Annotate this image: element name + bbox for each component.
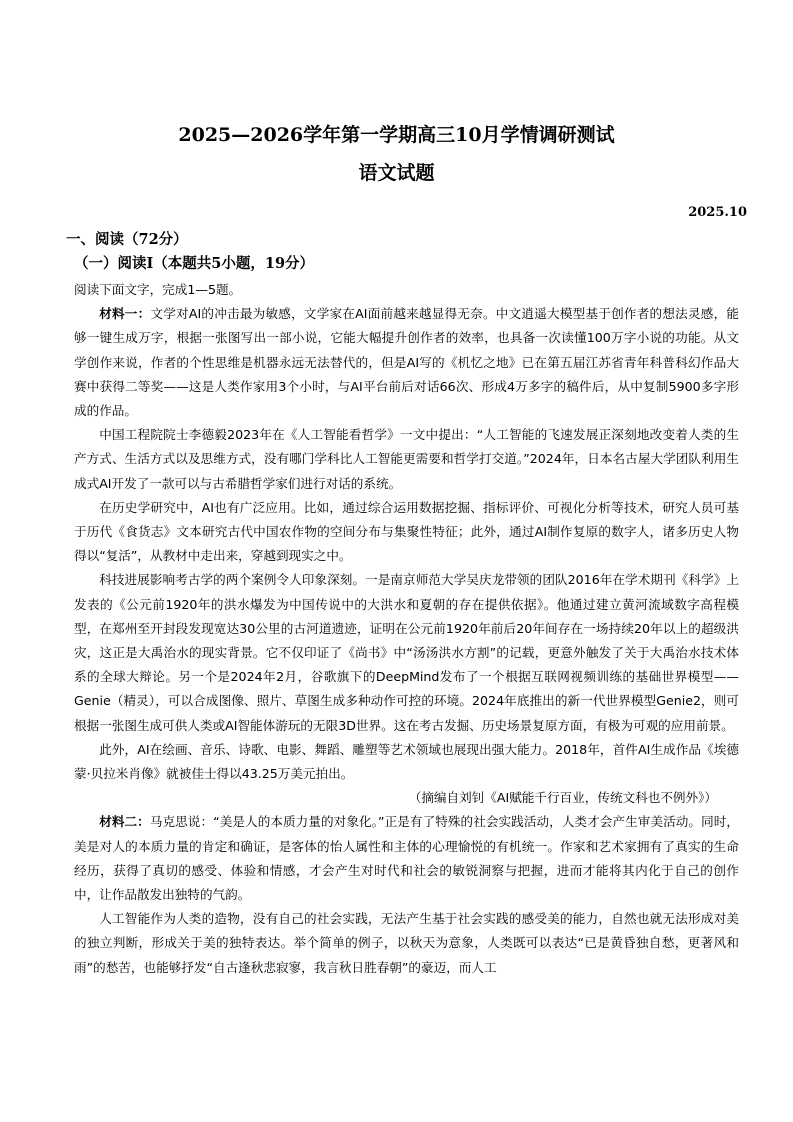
material1-paragraph-2: 中国工程院院士李德毅2023年在《人工智能看哲学》一文中提出：“人工智能的飞速发展正深刻地改变着人类的生产方式、生活方式以及思维方式，没有哪门学科比人工智能更需要和哲学打交道。”2024年，日本名古屋大学团队利用生成式AI开发了一款可以与古希腊哲学家们进行对话的系统。 bbox=[74, 427, 739, 491]
material1-paragraph-4: 科技进展影响考古学的两个案例令人印象深刻。一是南京师范大学吴庆龙带领的团队2016年在学术期刊《科学》上发表的《公元前1920年的洪水爆发为中国传说中的大洪水和夏朝的存在提供依据》。他通过建立黄河流域数字高程模型，在郑州至开封段发现宽达30公里的古河道遗迹，证明在公元前1920年前后20年间存在一场持续20年以上的超级洪灾，这正是大禹治水的现实背景。它不仅印证了《尚书》中“汤汤洪水方割”的记载，更意外触发了关于大禹治水技术体系的全球大辩论。另一个是2024年2月，谷歌旗下的DeepMind发布了一个根据互联网视频训练的基础世界模型——Genie（精灵），可以合成图像、照片、草图生成多种动作可控的环境。2024年底推出的新一代世界模型Genie2，则可根据一张图生成可供人类或AI智能体游玩的无限3D世界。这在考古发掘、历史场景复原方面，有极为可观的应用前景。 bbox=[74, 572, 739, 733]
material2-p1-text: 马克思说：“美是人的本质力量的对象化。”正是有了特殊的社会实践活动，人类才会产生审美活动。同时，美是对人的本质力量的肯定和确证，是客体的怡人属性和主体的心理愉悦的有机统一。作家和艺术家拥有了真实的生命经历，获得了真切的感受、体验和情感，才会产生对时代和社会的敏锐洞察与把握，进而才能将其内化于自己的创作中，让作品散发出独特的气韵。 bbox=[74, 814, 739, 903]
material1-source: （摘编自刘钊《AI赋能千行百业，传统文科也不例外》） bbox=[408, 790, 717, 806]
material1-label: 材料一： bbox=[99, 306, 151, 322]
material1-paragraph-5: 此外，AI在绘画、音乐、诗歌、电影、舞蹈、雕塑等艺术领域也展现出强大能力。2018年，首件AI生成作品《埃德蒙·贝拉米肖像》就被佳士得以43.25万美元拍出。 bbox=[74, 741, 739, 782]
subsection-heading: （一）阅读Ⅰ（本题共5小题，19分） bbox=[74, 255, 315, 272]
section-heading: 一、阅读（72分） bbox=[66, 231, 188, 248]
material1-paragraph-3: 在历史学研究中，AI也有广泛应用。比如，通过综合运用数据挖掘、指标评价、可视化分析等技术，研究人员可基于历代《食货志》文本研究古代中国农作物的空间分布与集聚性特征；此外，通过AI制作复原的数字人，诸多历史人物得以“复活”，从教材中走出来，穿越到现实之中。 bbox=[74, 499, 739, 564]
material2-label: 材料二： bbox=[99, 814, 150, 830]
material1-paragraph-1 bbox=[74, 302, 739, 423]
material2-paragraph-1 bbox=[74, 810, 739, 907]
exam-subject: 语文试题 bbox=[358, 162, 435, 184]
exam-date: 2025.10 bbox=[688, 205, 747, 220]
reading-passage bbox=[74, 278, 739, 980]
instruction: 阅读下面文字，完成1—5题。 bbox=[74, 282, 242, 297]
material1-p1-text: 文学对AI的冲击最为敏感，文学家在AI面前越来越显得无奈。中文逍遥大模型基于创作者的想法灵感，能够一键生成万字，根据一张图写出一部小说，它能大幅提升创作者的效率，也具备一次读懂100万字小说的功能。从文学创作来说，作者的个性思维是机器永远无法替代的，但是AI写的《机忆之地》已在第五届江苏省青年科普科幻作品大赛中获得二等奖——这是人类作家用3个小时，与AI平台前后对话66次、形成4万多字的稿件后，从中复制5900多字形成的作品。 bbox=[74, 306, 739, 419]
material2-paragraph-2: 人工智能作为人类的造物，没有自己的社会实践，无法产生基于社会实践的感受美的能力，自然也就无法形成对美的独立判断，形成关于美的独特表达。举个简单的例子，以秋天为意象，人类既可以表达“已是黄昏独自愁，更著风和雨”的愁苦，也能够抒发“自古逢秋悲寂寥，我言秋日胜春朝”的豪迈，而人工 bbox=[74, 911, 739, 975]
exam-title: 2025—2026学年第一学期高三10月学情调研测试 bbox=[178, 124, 615, 146]
